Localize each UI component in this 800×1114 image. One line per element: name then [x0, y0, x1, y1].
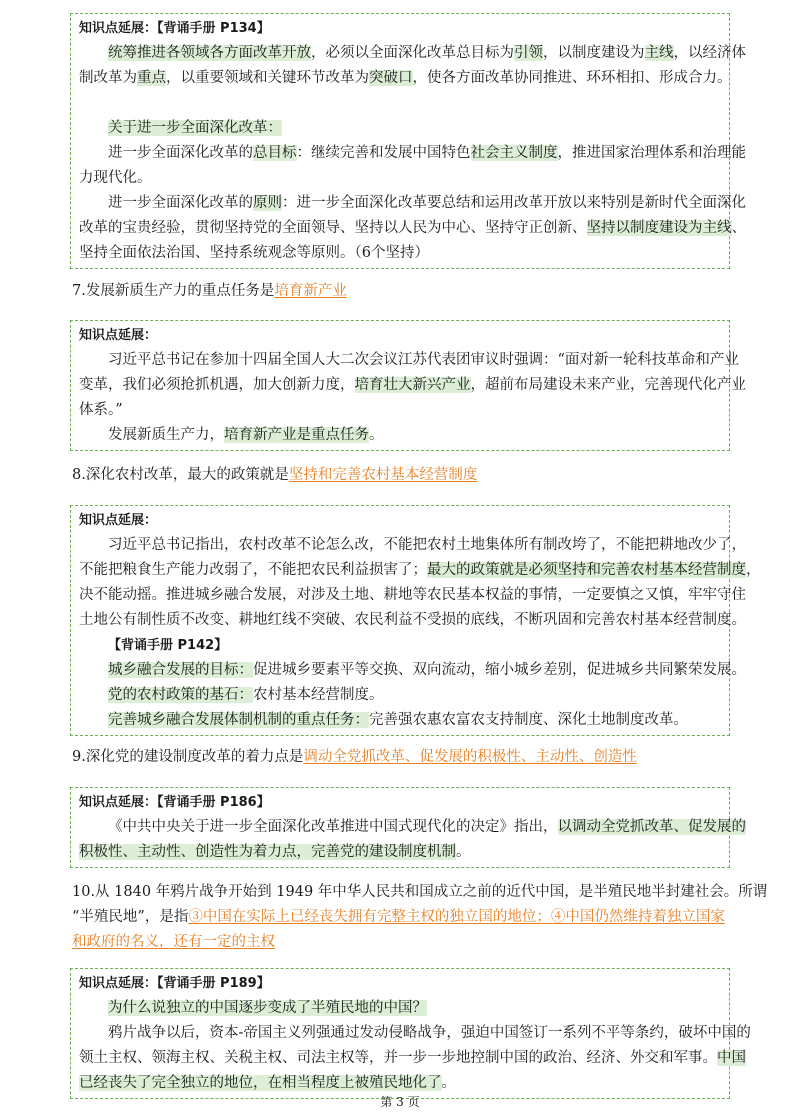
question-10: 10.从 1840 年鸦片战争开始到 1949 年中华人民共和国成立之前的近代中国，是半殖民地半封建社会。所谓 “半殖民地”，是指③中国在实际上已经丧失拥有完整主权的独立国的地位；④中国仍然维持着独立国家 和政府的名义，还有一定的主权: [72, 884, 768, 950]
knowledge-label: 知识点延展：: [79, 513, 158, 528]
answer-continued: 和政府的名义，还有一定的主权: [72, 934, 275, 950]
knowledge-box-3: 知识点延展： 习近平总书记指出，农村改革不论怎么改，不能把农村土地集体所有制改垮了，不能把耕地改少了， 不能把粮食生产能力改弱了，不能把农民利益损害了；最大的政策就是必须坚持和完善农村基本经营制度， 决不能动摇。推进城乡融合发展，对涉及土地、耕地等农民基本权益的事情，一定要慎之又慎，牢牢守住 土地公有制性质不改变、耕地红线不突破、农民利益不受损的底线，不断巩固和完善农村基本经营制度。 【背诵手册 P142】 城乡融合发展的目标：促进城乡要素平等交换、双向流动，缩小城乡差别，促进城乡共同繁荣发展。 党的农村政策的基石：农村基本经营制度。 完善城乡融合发展体制机制的重点任务：完善强农惠农富农支持制度、深化土地制度改革。: [70, 505, 730, 736]
question-7: 7.发展新质生产力的重点任务是培育新产业: [72, 283, 347, 299]
answer: 调动全党抓改革、促发展的积极性、主动性、创造性: [303, 749, 637, 765]
knowledge-label: 知识点延展：: [79, 328, 158, 343]
knowledge-box-5: 知识点延展：【背诵手册 P189】 为什么说独立的中国逐步变成了半殖民地的中国？ 鸦片战争以后，资本-帝国主义列强通过发动侵略战争，强迫中国签订一系列不平等条约，破坏中国的 领土主权、领海主权、关税主权、司法主权等，并一步一步地控制中国的政治、经济、外交和军事。中国 已经丧失了完全独立的地位，在相当程度上被殖民地化了。: [70, 968, 730, 1099]
question-9: 9.深化党的建设制度改革的着力点是调动全党抓改革、促发展的积极性、主动性、创造性: [72, 749, 637, 765]
answer: 培育新产业: [274, 283, 347, 299]
reference-note: 【背诵手册 P142】: [108, 638, 228, 653]
answer: 坚持和完善农村基本经营制度: [288, 467, 478, 483]
knowledge-box-2: 知识点延展： 习近平总书记在参加十四届全国人大二次会议江苏代表团审议时强调：“面对新一轮科技革命和产业 变革，我们必须抢抓机遇，加大创新力度，培育壮大新兴产业，超前布局建设未来产业，完善现代化产业 体系。” 发展新质生产力，培育新产业是重点任务。: [70, 320, 730, 451]
knowledge-box-4: 知识点延展：【背诵手册 P186】 《中共中央关于进一步全面深化改革推进中国式现代化的决定》指出，以调动全党抓改革、促发展的 积极性、主动性、创造性为着力点，完善党的建设制度机制。: [70, 787, 730, 868]
knowledge-label: 知识点延展：: [79, 795, 158, 810]
page-number: 第 3 页: [380, 1095, 420, 1109]
subheading: 关于进一步全面深化改革：: [108, 120, 282, 136]
question-8: 8.深化农村改革，最大的政策就是坚持和完善农村基本经营制度: [72, 467, 478, 483]
reference-note: 【背诵手册 P189】: [157, 976, 270, 991]
knowledge-label: 知识点延展：: [79, 21, 158, 36]
knowledge-box-1: 知识点延展：【背诵手册 P134】 统筹推进各领域各方面改革开放，必须以全面深化改革总目标为引领，以制度建设为主线，以经济体 制改革为重点，以重要领域和关键环节改革为突破口，使各方面改革协同推进、环环相扣、形成合力。 关于进一步全面深化改革： 进一步全面深化改革的总目标：继续完善和发展中国特色社会主义制度，推进国家治理体系和治理能 力现代化。 进一步全面深化改革的原则：进一步全面深化改革要总结和运用改革开放以来特别是新时代全面深化 改革的宝贵经验，贯彻坚持党的全面领导、坚持以人民为中心、坚持守正创新、坚持以制度建设为主线、 坚持全面依法治国、坚持系统观念等原则。（6个坚持）: [70, 13, 730, 269]
answer: ③中国在实际上已经丧失拥有完整主权的独立国的地位；④中国仍然维持着独立国家: [188, 909, 725, 925]
reference-note: 【背诵手册 P134】: [157, 21, 270, 36]
reference-note: 【背诵手册 P186】: [157, 795, 270, 810]
knowledge-label: 知识点延展：: [79, 976, 158, 991]
